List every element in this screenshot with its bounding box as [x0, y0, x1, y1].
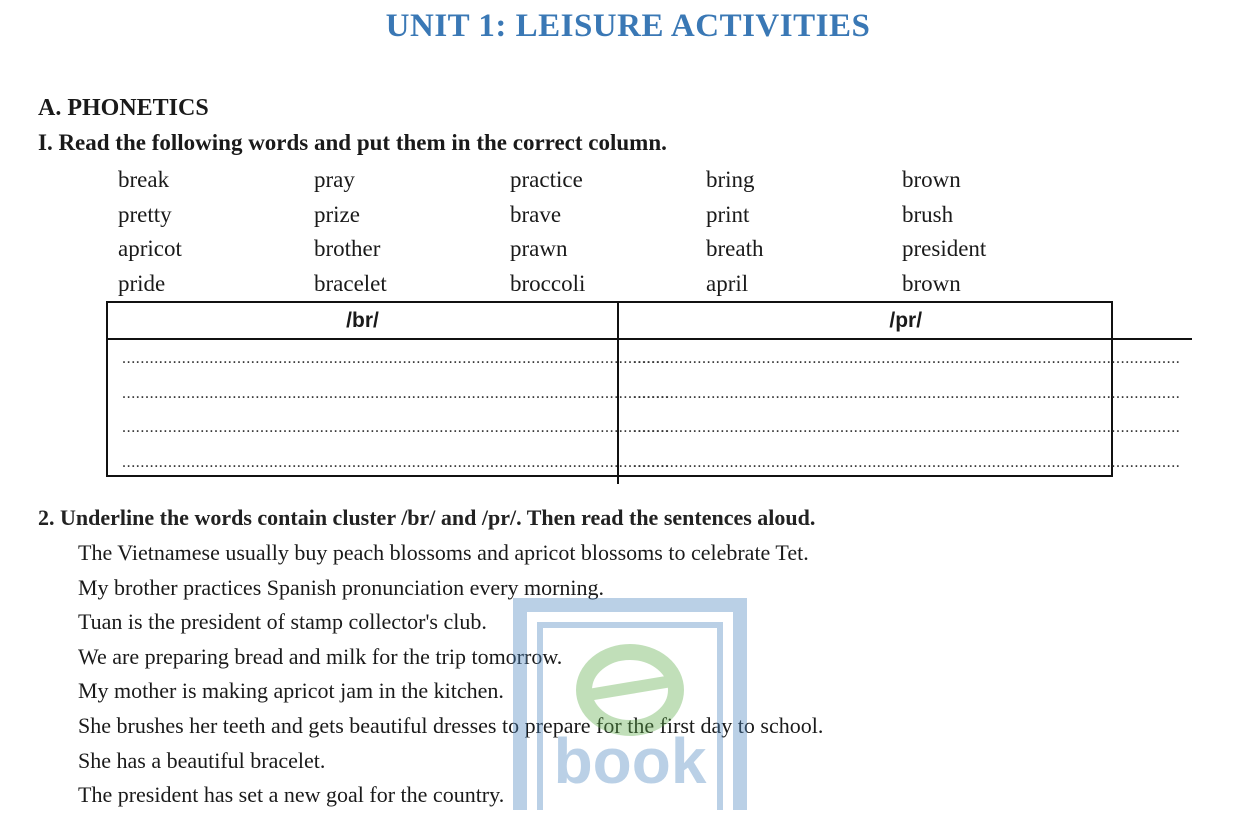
word-list [118, 164, 1098, 302]
answer-line[interactable]: ....................................................................................................................... [633, 453, 1181, 471]
word: brown [902, 167, 961, 192]
word: print [706, 201, 750, 227]
sentence: We are preparing bread and milk for the trip tomorrow. [78, 643, 563, 669]
word: bracelet [314, 270, 387, 296]
word: breath [706, 236, 764, 261]
answer-line[interactable]: ....................................................................................................................... [122, 384, 670, 402]
watermark-text: book [553, 725, 707, 797]
word: brown [902, 270, 961, 296]
sentence: The Vietnamese usually buy peach blossoms and apricot blossoms to celebrate Tet. [78, 540, 809, 565]
word: president [902, 236, 987, 261]
answer-line[interactable]: ....................................................................................................................... [122, 350, 670, 367]
word: prize [314, 201, 360, 227]
word: april [706, 270, 749, 296]
answer-line[interactable]: ....................................................................................................................... [122, 419, 670, 436]
word: brush [902, 201, 954, 227]
sentence: Tuan is the president of stamp collector's club. [78, 609, 487, 635]
sentence: My brother practices Spanish pronunciation every morning. [78, 574, 605, 600]
sentence: My mother is making apricot jam in the kitchen. [78, 678, 504, 704]
pr-answer-column[interactable] [619, 340, 1192, 484]
word: prawn [510, 236, 568, 261]
answer-line[interactable]: ....................................................................................................................... [633, 350, 1181, 367]
br-answer-column[interactable] [108, 340, 670, 484]
word: practice [510, 167, 583, 192]
sentence-list [78, 536, 823, 813]
column-header-br: /br/ [108, 303, 619, 340]
word: pride [118, 270, 166, 296]
section-heading: A. PHONETICS [38, 95, 209, 121]
exercise-2-instruction: 2. Underline the words contain cluster /br/ and /pr/. Then read the sentences aloud. [38, 505, 816, 530]
exercise-1-instruction: I. Read the following words and put them in the correct column. [38, 130, 667, 155]
page-title: UNIT 1: LEISURE ACTIVITIES [385, 8, 871, 44]
answer-line[interactable]: ....................................................................................................................... [633, 384, 1181, 402]
word: brave [510, 201, 562, 227]
answer-line[interactable]: ....................................................................................................................... [122, 453, 670, 471]
answer-line[interactable]: ....................................................................................................................... [633, 419, 1181, 436]
word: pray [314, 167, 355, 192]
word: brother [314, 236, 381, 261]
sentence: The president has set a new goal for the country. [78, 782, 505, 808]
sentence: She brushes her teeth and gets beautiful dresses to prepare for the first day to school. [78, 712, 824, 738]
sorting-table [106, 301, 1181, 477]
word: broccoli [510, 270, 586, 296]
word: break [118, 167, 170, 192]
word: bring [706, 167, 755, 192]
word: pretty [118, 201, 172, 227]
column-header-pr: /pr/ [619, 303, 1192, 340]
word: apricot [118, 236, 182, 261]
sentence: She has a beautiful bracelet. [78, 747, 326, 773]
